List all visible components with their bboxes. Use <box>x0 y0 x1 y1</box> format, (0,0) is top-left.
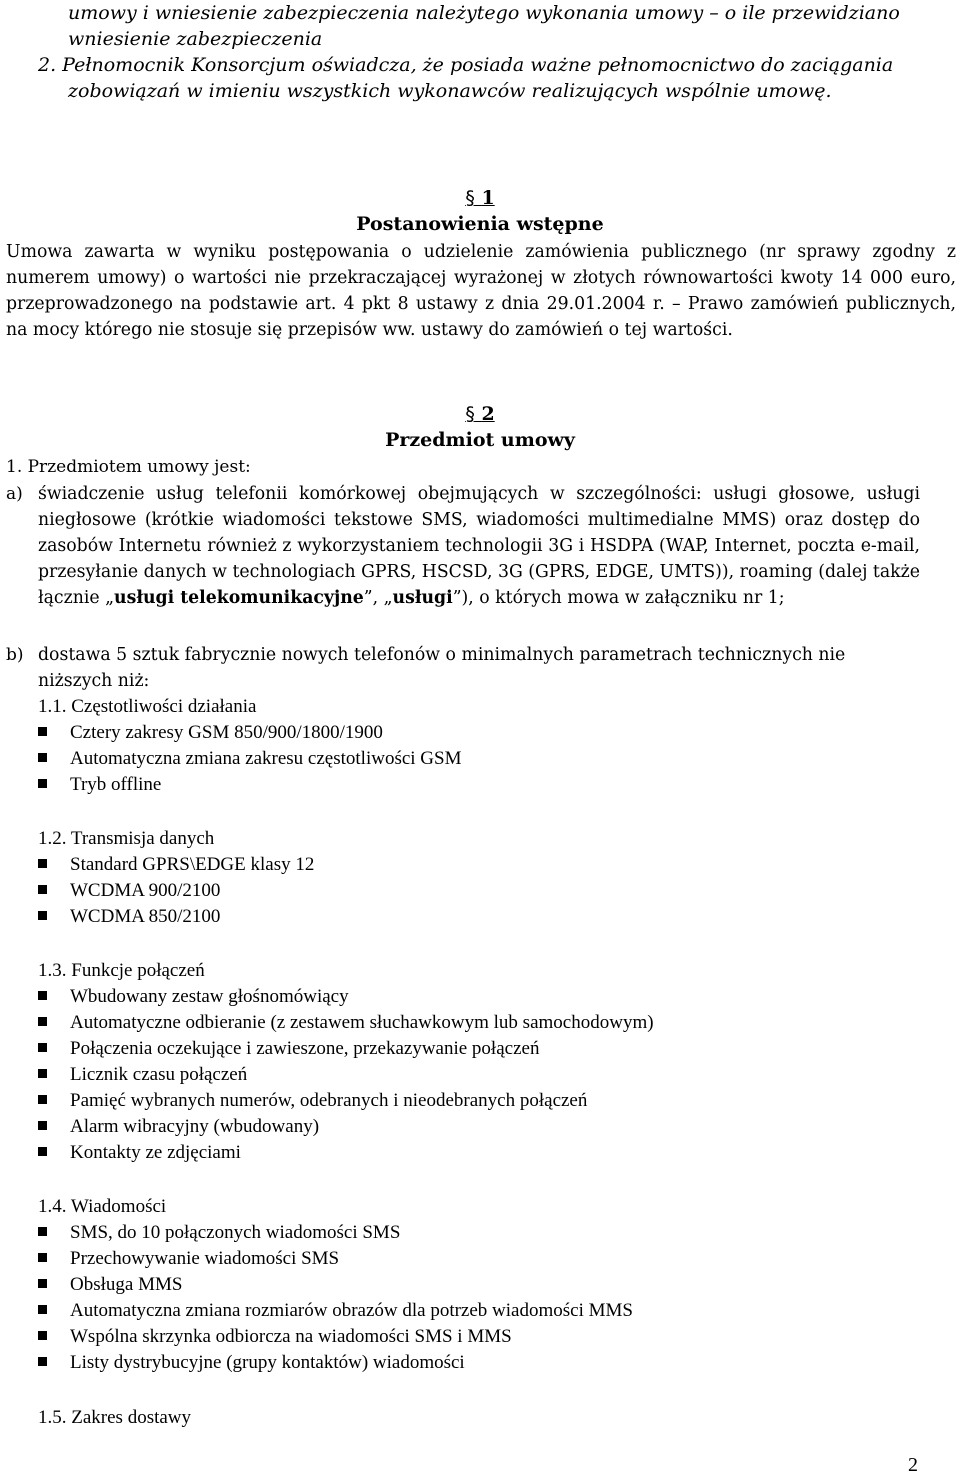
section-2-intro: 1. Przedmiotem umowy jest: <box>6 457 251 477</box>
spec-item: Wspólna skrzynka odbiorcza na wiadomości SMS i MMS <box>70 1326 512 1347</box>
spec-item: Alarm wibracyjny (wbudowany) <box>70 1116 320 1137</box>
item-a-text-part: świadczenie usług telefonii komórkowej obejmujących w szczególności: usługi głosowe, usługi niegłosowe (krótkie wiadomości tekstowe SMS, wiadomości multimedialne MMS) oraz dostęp do zasobów Internetu również z wykorzystaniem technologii 3G i HSDPA (WAP, Internet, poczta e-mail, przesyłanie danych w technologiach GPRS, HSCSD, 3G (GPRS, EDGE, UMTS)), roaming (dalej także łącznie „ <box>38 484 920 608</box>
spec-item: Połączenia oczekujące i zawieszone, przekazywanie połączeń <box>70 1038 540 1059</box>
bullet-square-icon <box>38 911 47 920</box>
spec-item: Automatyczna zmiana zakresu częstotliwości GSM <box>70 748 462 769</box>
bullet-square-icon <box>38 1147 47 1156</box>
spec-group-heading: 1.5. Zakres dostawy <box>38 1407 192 1428</box>
section-number: 1 <box>481 187 495 209</box>
spec-item: Tryb offline <box>70 774 162 795</box>
bullet-square-icon <box>38 1121 47 1130</box>
intro-line: 2. Pełnomocnik Konsorcjum oświadcza, że posiada ważne pełnomocnictwo do zaciągania <box>38 54 894 76</box>
spec-item: WCDMA 850/2100 <box>70 906 221 927</box>
spec-item: Listy dystrybucyjne (grupy kontaktów) wiadomości <box>70 1352 465 1373</box>
bullet-square-icon <box>38 1305 47 1314</box>
section-2-number <box>0 401 960 427</box>
item-a-text <box>38 481 920 611</box>
item-a-text-part: ”, „ <box>363 588 393 608</box>
spec-group-heading: 1.3. Funkcje połączeń <box>38 960 205 981</box>
spec-item: Licznik czasu połączeń <box>70 1064 248 1085</box>
bullet-square-icon <box>38 753 47 762</box>
bullet-square-icon <box>38 1227 47 1236</box>
spec-item: Kontakty ze zdjęciami <box>70 1142 241 1163</box>
bullet-square-icon <box>38 859 47 868</box>
paragraph-symbol: § <box>465 187 475 209</box>
spec-item: WCDMA 900/2100 <box>70 880 221 901</box>
spec-item: Automatyczna zmiana rozmiarów obrazów dla potrzeb wiadomości MMS <box>70 1300 633 1321</box>
item-a-label: a) <box>6 484 23 504</box>
spec-item: Wbudowany zestaw głośnomówiący <box>70 986 349 1007</box>
spec-item: Pamięć wybranych numerów, odebranych i nieodebranych połączeń <box>70 1090 588 1111</box>
section-2-title: Przedmiot umowy <box>385 429 575 451</box>
bullet-square-icon <box>38 727 47 736</box>
bullet-square-icon <box>38 1095 47 1104</box>
intro-line: zobowiązań w imieniu wszystkich wykonawców realizujących wspólnie umowę. <box>68 80 832 102</box>
bullet-square-icon <box>38 1357 47 1366</box>
spec-group-heading: 1.2. Transmisja danych <box>38 828 215 849</box>
item-a-bold-term: usługi telekomunikacyjne <box>114 588 364 608</box>
intro-line: umowy i wniesienie zabezpieczenia należytego wykonania umowy – o ile przewidziano <box>68 2 900 24</box>
spec-item: SMS, do 10 połączonych wiadomości SMS <box>70 1222 401 1243</box>
section-1-number <box>0 185 960 211</box>
spec-item: Przechowywanie wiadomości SMS <box>70 1248 340 1269</box>
paragraph-symbol: § <box>465 403 475 425</box>
bullet-square-icon <box>38 1017 47 1026</box>
spec-item: Standard GPRS\EDGE klasy 12 <box>70 854 315 875</box>
spec-group-heading: 1.1. Częstotliwości działania <box>38 696 257 717</box>
section-1-text: Umowa zawarta w wyniku postępowania o udzielenie zamówienia publicznego (nr sprawy zgodny z numerem umowy) o wartości nie przekraczającej wyrażonej w złotych równowartości kwoty 14 000 euro, przeprowadzonego na podstawie art. 4 pkt 8 ustawy z dnia 29.01.2004 r. – Prawo zamówień publicznych, na mocy którego nie stosuje się przepisów ww. ustawy do zamówień o tej wartości. <box>6 242 956 340</box>
item-b-text: dostawa 5 sztuk fabrycznie nowych telefonów o minimalnych parametrach technicznych nie niższych niż: <box>38 645 846 691</box>
bullet-square-icon <box>38 779 47 788</box>
intro-line: wniesienie zabezpieczenia <box>68 28 323 50</box>
item-b-label: b) <box>6 645 24 665</box>
spec-item: Obsługa MMS <box>70 1274 183 1295</box>
section-1-title: Postanowienia wstępne <box>356 213 604 235</box>
bullet-square-icon <box>38 1253 47 1262</box>
item-a-text-part: ”), o których mowa w załączniku nr 1; <box>452 588 785 608</box>
spec-group-heading: 1.4. Wiadomości <box>38 1196 167 1217</box>
bullet-square-icon <box>38 1043 47 1052</box>
bullet-square-icon <box>38 885 47 894</box>
bullet-square-icon <box>38 1331 47 1340</box>
bullet-square-icon <box>38 991 47 1000</box>
spec-item: Automatyczne odbieranie (z zestawem słuchawkowym lub samochodowym) <box>70 1012 654 1033</box>
item-a-bold-term: usługi <box>392 588 453 608</box>
spec-item: Cztery zakresy GSM 850/900/1800/1900 <box>70 722 383 743</box>
bullet-square-icon <box>38 1279 47 1288</box>
section-number: 2 <box>481 403 495 425</box>
bullet-square-icon <box>38 1069 47 1078</box>
page-number: 2 <box>908 1454 918 1476</box>
